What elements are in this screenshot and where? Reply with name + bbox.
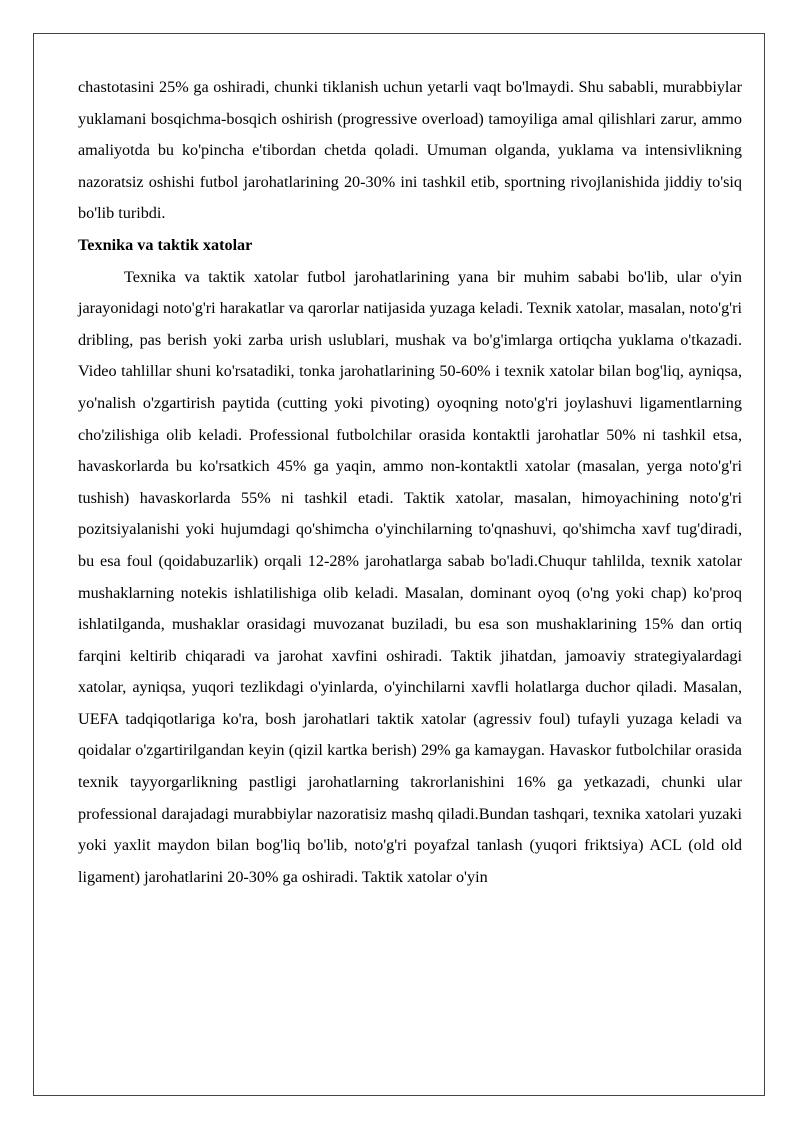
section-heading: Texnika va taktik xatolar [78, 235, 253, 254]
paragraph-continuation: chastotasini 25% ga oshiradi, chunki tiklanish uchun yetarli vaqt bo'lmaydi. Shu sababli, murabbiylar yuklamani bosqichma-bosqich oshirish (progressive overload) tamoyiliga amal qilishlari zarur, ammo amaliyotda bu ko'pincha e'tibordan chetda qoladi. Umuman olganda, yuklama va intensivlikning nazoratsiz oshishi futbol jarohatlarining 20-30% ini tashkil etib, sportning rivojlanishida jiddiy to'siq bo'lib turibdi. [78, 78, 742, 223]
paragraph-body: Texnika va taktik xatolar futbol jarohatlarining yana bir muhim sababi bo'lib, ular o'yin jarayonidagi noto'g'ri harakatlar va qarorlar natijasida yuzaga keladi. Texnik xatolar, masalan, noto'g'ri dribling, pas berish yoki zarba urish uslublari, mushak va bo'g'imlarga ortiqcha yuklama o'tkazadi. Video tahlillar shuni ko'rsatadiki, tonka jarohatlarining 50-60% i texnik xatolar bilan bog'liq, ayniqsa, yo'nalish o'zgartirish paytida (cutting yoki pivoting) oyoqning noto'g'ri joylashuvi ligamentlarning cho'zilishiga olib keladi. Professional futbolchilar orasida kontaktli jarohatlar 50% ni tashkil etsa, havaskorlarda bu ko'rsatkich 45% ga yaqin, ammo non-kontaktli xatolar (masalan, yerga noto'g'ri tushish) havaskorlarda 55% ni tashkil etadi. Taktik xatolar, masalan, himoyachining noto'g'ri pozitsiyalanishi yoki hujumdagi qo'shimcha o'yinchilarning to'qnashuvi, qo'shimcha xavf tug'diradi, bu esa foul (qoidabuzarlik) orqali 12-28% jarohatlarga sabab bo'ladi.Chuqur tahlilda, texnik xatolar mushaklarning notekis ishlatilishiga olib keladi. Masalan, dominant oyoq (o'ng yoki chap) ko'proq ishlatilganda, mushaklar orasidagi muvozanat buziladi, bu esa son mushaklarining 15% dan ortiq farqini keltirib chiqaradi va jarohat xavfini oshiradi. Taktik jihatdan, jamoaviy strategiyalardagi xatolar, ayniqsa, yuqori tezlikdagi o'yinlarda, o'yinchilarni xavfli holatlarga duchor qiladi. Masalan, UEFA tadqiqotlariga ko'ra, bosh jarohatlari taktik xatolar (agressiv foul) tufayli yuzaga keladi va qoidalar o'zgartirilgandan keyin (qizil kartka berish) 29% ga kamaygan. Havaskor futbolchilar orasida texnik tayyorgarlikning pastligi jarohatlarning takrorlanishini 16% ga yetkazadi, chunki ular professional darajadagi murabbiylar nazoratisiz mashq qiladi.Bundan tashqari, texnika xatolari yuzaki yoki yaxlit maydon bilan bog'liq bo'lib, noto'g'ri poyafzal tanlash (yuqori friktsiya) ACL (old old ligament) jarohatlarini 20-30% ga oshiradi. Taktik xatolar o'yin [78, 267, 742, 886]
document-body [78, 72, 742, 893]
